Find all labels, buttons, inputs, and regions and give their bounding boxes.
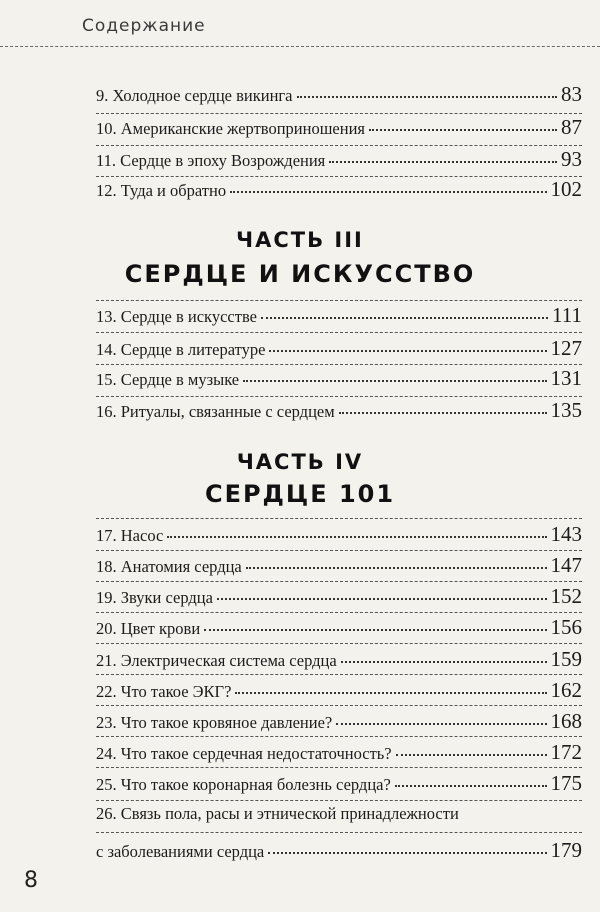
toc-entry[interactable]: [96, 400, 582, 422]
toc-entry-page: 87: [561, 115, 582, 139]
dot-leader: [217, 597, 547, 600]
toc-entry-page: 168: [550, 709, 582, 733]
toc-entry[interactable]: [96, 804, 582, 862]
entry-separator: [96, 705, 582, 706]
toc-entry-title: 9. Холодное сердце викинга: [96, 86, 293, 105]
toc-entry-title: 24. Что такое сердечная недостаточность?: [96, 744, 392, 763]
toc-entry-page: 102: [550, 177, 582, 201]
toc-entry-page: 162: [550, 678, 582, 702]
toc-entry-page: 127: [550, 336, 582, 360]
dot-leader: [246, 566, 547, 569]
toc-entry-title: 10. Американские жертвоприношения: [96, 119, 365, 138]
page-number: 8: [24, 868, 38, 893]
dot-leader: [341, 660, 547, 663]
dot-leader: [230, 190, 546, 193]
toc-entry-page: 93: [561, 147, 582, 171]
toc-entry-title: 13. Сердце в искусстве: [96, 307, 257, 326]
header-rule: [0, 46, 600, 47]
toc-entry-page: 147: [550, 553, 582, 577]
toc-entry[interactable]: [96, 617, 582, 639]
toc-entry-page: 175: [550, 771, 582, 795]
dot-leader: [329, 160, 557, 163]
part-3-label: ЧАСТЬ III: [236, 228, 364, 252]
toc-entry-title: 15. Сердце в музыке: [96, 370, 240, 389]
toc-entry-title: 22. Что такое ЭКГ?: [96, 682, 232, 701]
part-4-label: ЧАСТЬ IV: [236, 450, 364, 474]
toc-entry-title: 23. Что такое кровяное давление?: [96, 713, 333, 732]
toc-entry[interactable]: [96, 338, 582, 360]
dot-leader: [268, 851, 546, 854]
toc-entry[interactable]: [96, 555, 582, 577]
part-3-title: СЕРДЦЕ И ИСКУССТВО: [124, 260, 476, 288]
toc-entry-title: 18. Анатомия сердца: [96, 557, 242, 576]
toc-entry-title: 26. Связь пола, расы и этнической принадлежности: [96, 804, 459, 823]
toc-entry-page: 135: [550, 398, 582, 422]
toc-entry-page: 159: [550, 647, 582, 671]
toc-entry-title: 20. Цвет крови: [96, 619, 201, 638]
toc-entry-title: 25. Что такое коронарная болезнь сердца?: [96, 775, 391, 794]
dot-leader: [243, 379, 546, 382]
running-head: Содержание: [82, 16, 206, 36]
toc-entry-page: 172: [550, 740, 582, 764]
dot-leader: [339, 411, 547, 414]
toc-entry-page: 111: [552, 303, 582, 327]
dot-leader: [167, 535, 546, 538]
entry-separator: [96, 674, 582, 675]
dot-leader: [336, 722, 546, 725]
dot-leader: [204, 628, 546, 631]
entry-separator: [96, 581, 582, 582]
toc-entry[interactable]: [96, 117, 582, 139]
entry-separator: [96, 518, 582, 519]
toc-entry-title-continued: с заболеваниями сердца: [96, 842, 265, 861]
dot-leader: [269, 349, 546, 352]
dot-leader: [395, 784, 547, 787]
toc-entry[interactable]: [96, 149, 582, 171]
entry-separator: [96, 736, 582, 737]
toc-entry[interactable]: [96, 711, 582, 733]
dot-leader: [235, 691, 546, 694]
entry-separator: [96, 332, 582, 333]
entry-separator: [96, 145, 582, 146]
toc-entry-page: 179: [550, 838, 582, 862]
entry-separator: [96, 832, 582, 833]
toc-entry-title: 19. Звуки сердца: [96, 588, 213, 607]
entry-separator: [96, 176, 582, 177]
dot-leader: [396, 753, 547, 756]
toc-entry[interactable]: [96, 179, 582, 201]
toc-entry-title: 21. Электрическая система сердца: [96, 651, 337, 670]
toc-entry[interactable]: [96, 773, 582, 795]
entry-separator: [96, 800, 582, 801]
entry-separator: [96, 643, 582, 644]
dot-leader: [261, 316, 548, 319]
toc-entry-page: 131: [550, 366, 582, 390]
dot-leader: [297, 95, 558, 98]
entry-separator: [96, 550, 582, 551]
toc-entry[interactable]: [96, 524, 582, 546]
toc-entry[interactable]: [96, 586, 582, 608]
toc-entry-title: 17. Насос: [96, 526, 164, 545]
entry-separator: [96, 612, 582, 613]
toc-entry-page: 152: [550, 584, 582, 608]
entry-separator: [96, 396, 582, 397]
part-4-title: СЕРДЦЕ 101: [204, 480, 396, 508]
toc-entry[interactable]: [96, 305, 582, 327]
toc-entry[interactable]: [96, 368, 582, 390]
toc-entry[interactable]: [96, 742, 582, 764]
toc-entry[interactable]: [96, 84, 582, 106]
toc-entry-title: 11. Сердце в эпоху Возрождения: [96, 151, 326, 170]
entry-separator: [96, 767, 582, 768]
entry-separator: [96, 300, 582, 301]
toc-entry-page: 83: [561, 82, 582, 106]
dot-leader: [369, 128, 557, 131]
entry-separator: [96, 113, 582, 114]
toc-entry-title: 14. Сердце в литературе: [96, 340, 266, 359]
toc-entry-title: 12. Туда и обратно: [96, 181, 227, 200]
toc-entry-page: 156: [550, 615, 582, 639]
toc-entry[interactable]: [96, 649, 582, 671]
toc-entry-page: 143: [550, 522, 582, 546]
entry-separator: [96, 364, 582, 365]
toc-entry[interactable]: [96, 680, 582, 702]
toc-entry-title: 16. Ритуалы, связанные с сердцем: [96, 402, 335, 421]
